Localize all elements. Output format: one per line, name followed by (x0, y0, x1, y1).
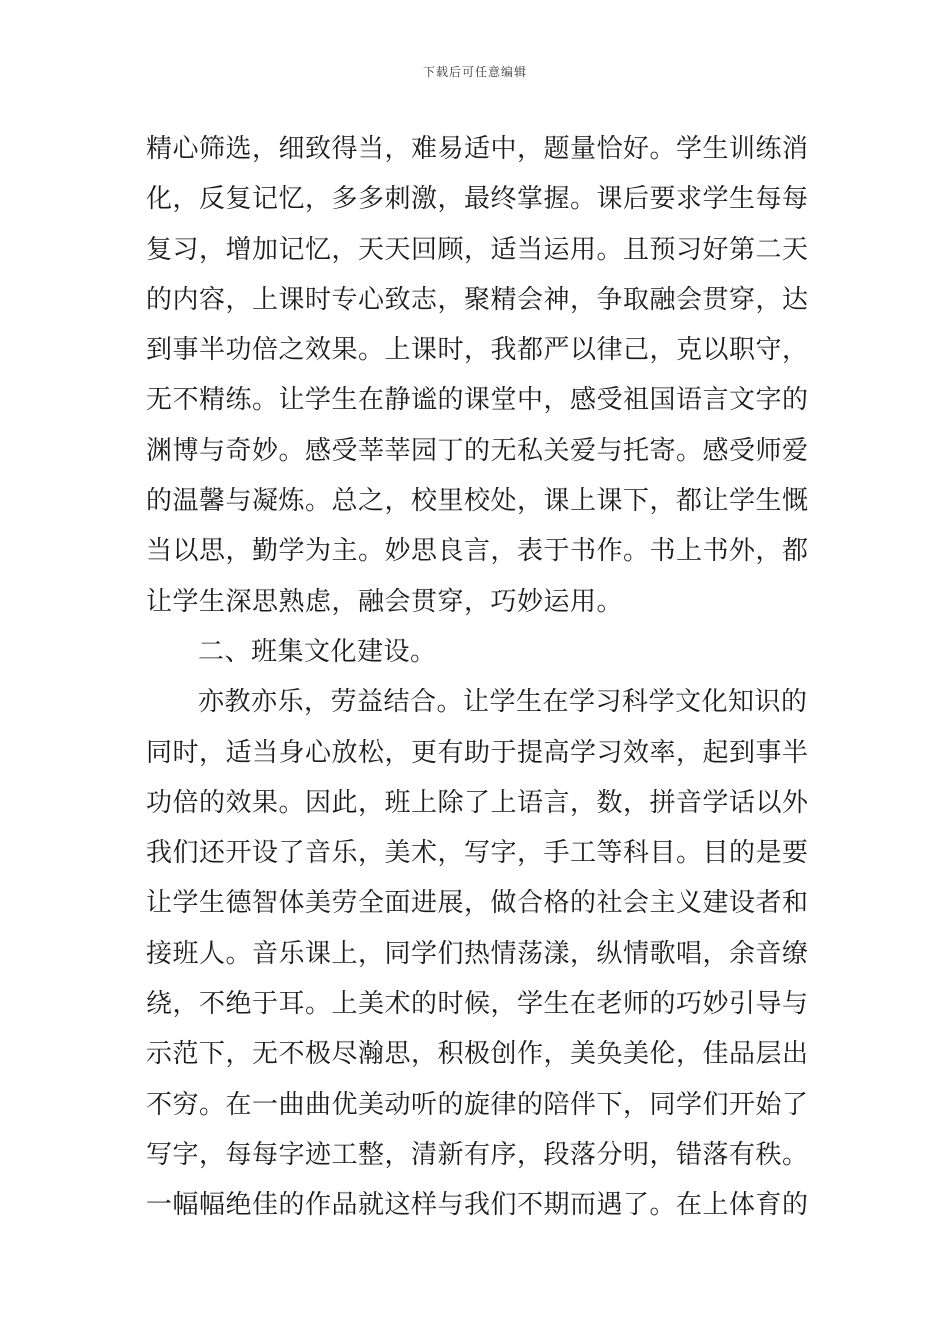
text-line: 一幅幅绝佳的作品就这样与我们不期而遇了。在上体育的 (146, 1190, 809, 1221)
text-line: 精心筛选，细致得当，难易适中，题量恰好。学生训练消 (146, 134, 809, 164)
text-line: 无不精练。让学生在静谧的课堂中，感受祖国语言文字的 (146, 385, 809, 416)
text-line: 让学生德智体美劳全面进展，做合格的社会主义建设者和 (146, 888, 809, 919)
section-heading: 二、班集文化建设。 (198, 636, 437, 667)
text-line: 示范下，无不极尽瀚思，积极创作，美奂美伦，佳品层出 (146, 1039, 809, 1070)
text-line: 到事半功倍之效果。上课时，我都严以律己，克以职守， (146, 335, 809, 366)
text-line: 我们还开设了音乐，美术，写字，手工等科目。目的是要 (146, 838, 809, 869)
text-line: 的内容，上课时专心致志，聚精会神，争取融会贯穿，达 (146, 284, 809, 315)
text-line: 不穷。在一曲曲优美动听的旋律的陪伴下，同学们开始了 (146, 1089, 809, 1120)
text-line: 化，反复记忆，多多刺激，最终掌握。课后要求学生每每 (146, 184, 809, 215)
text-line: 功倍的效果。因此，班上除了上语言，数，拼音学话以外 (146, 787, 809, 818)
text-line: 让学生深思熟虑，融会贯穿，巧妙运用。 (146, 586, 624, 617)
paragraph-start-line: 亦教亦乐，劳益结合。让学生在学习科学文化知识的 (198, 687, 808, 718)
text-line: 接班人。音乐课上，同学们热情荡漾，纵情歌唱，余音缭 (146, 938, 809, 969)
document-body (146, 124, 826, 1231)
page-header: 下载后可任意编辑 (422, 65, 527, 79)
text-line: 写字，每每字迹工整，清新有序，段落分明，错落有秩。 (146, 1139, 809, 1170)
text-line: 同时，适当身心放松，更有助于提高学习效率，起到事半 (146, 737, 809, 768)
text-line: 当以思，勤学为主。妙思良言，表于书作。书上书外，都 (146, 536, 809, 567)
text-line: 绕，不绝于耳。上美术的时候，学生在老师的巧妙引导与 (146, 989, 809, 1020)
text-line: 的温馨与凝炼。总之，校里校处，课上课下，都让学生慨 (146, 486, 809, 517)
text-line: 渊博与奇妙。感受莘莘园丁的无私关爱与托寄。感受师爱 (146, 435, 809, 466)
text-line: 复习，增加记忆，天天回顾，适当运用。且预习好第二天 (146, 234, 809, 265)
